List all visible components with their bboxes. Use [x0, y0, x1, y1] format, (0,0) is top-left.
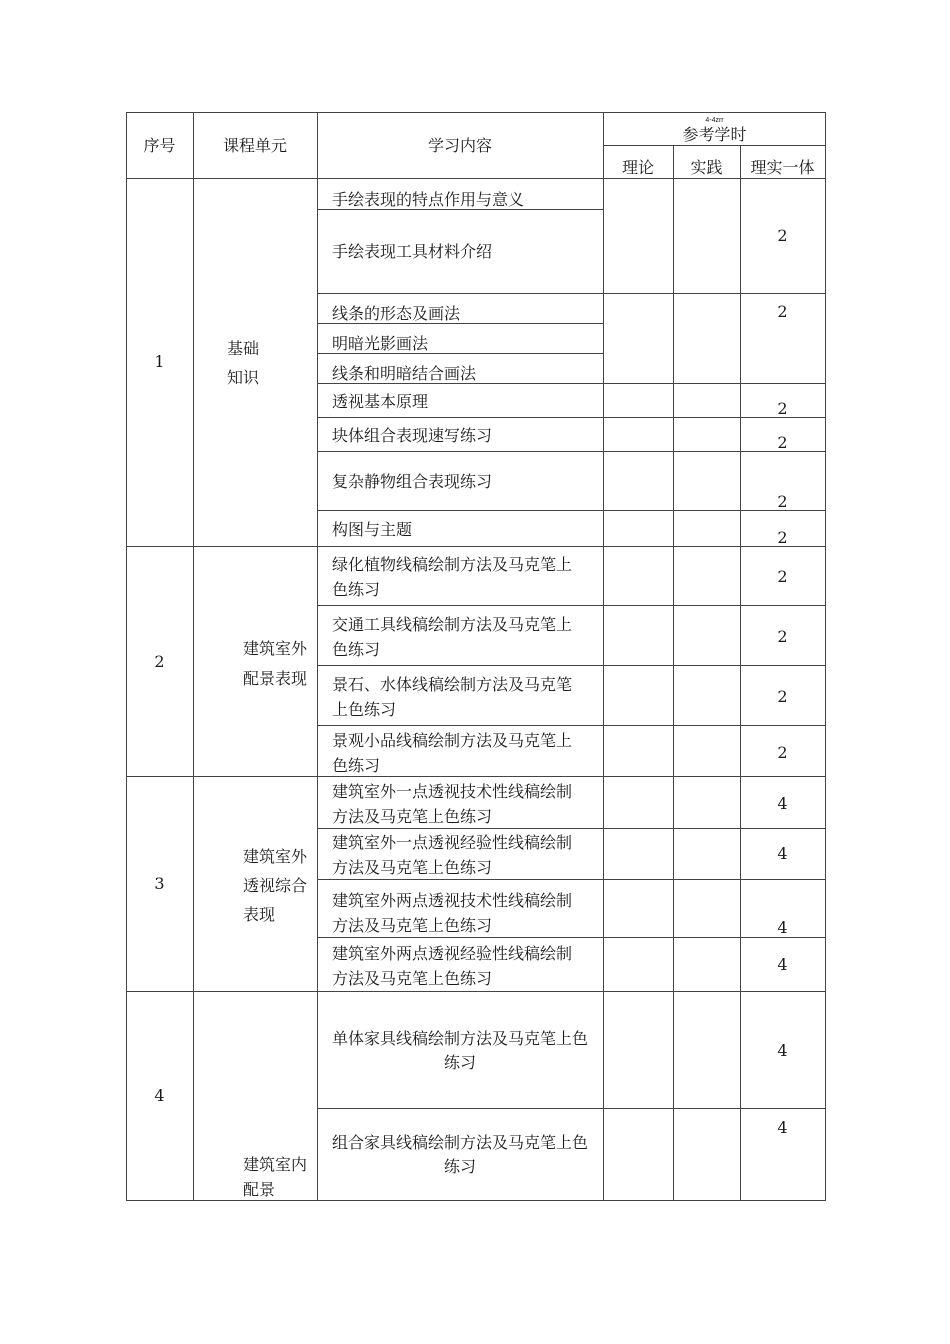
table-rule: [825, 112, 826, 1201]
header-theory: 理论: [621, 158, 654, 177]
content-cell: 绿化植物线稿绘制方法及马克笔上: [332, 555, 573, 574]
hours-cell: 2: [777, 743, 788, 762]
table-rule: [673, 145, 674, 1201]
table-rule: [603, 112, 604, 1201]
content-cell: 交通工具线稿绘制方法及马克笔上: [332, 615, 573, 634]
hours-cell: 4: [777, 1118, 788, 1137]
content-cell: 方法及马克笔上色练习: [332, 969, 493, 988]
content-cell: 方法及马克笔上色练习: [332, 858, 493, 877]
unit-name-line: 表现: [243, 905, 276, 924]
hours-cell: 4: [777, 844, 788, 863]
hours-cell: 2: [777, 528, 788, 547]
hours-cell: 2: [777, 399, 788, 418]
unit-name-line: 透视综合: [243, 876, 308, 895]
header-practice: 实践: [690, 158, 723, 177]
content-cell: 透视基本原理: [332, 392, 429, 411]
content-cell: 手绘表现工具材料介绍: [332, 242, 493, 261]
hours-cell: 4: [777, 1041, 788, 1060]
unit-name-line: 配景表现: [243, 669, 308, 688]
content-cell: 块体组合表现速写练习: [332, 426, 493, 445]
hours-cell: 2: [777, 567, 788, 586]
hours-cell: 2: [777, 226, 788, 245]
content-cell: 线条和明暗结合画法: [332, 364, 477, 383]
header-hours: 参考学时: [682, 125, 747, 144]
content-cell: 线条的形态及画法: [332, 304, 461, 323]
content-cell: 练习: [443, 1053, 476, 1072]
table-rule: [317, 1108, 826, 1109]
hours-cell: 4: [777, 794, 788, 813]
content-cell: 景观小品线稿绘制方法及马克笔上: [332, 731, 573, 750]
content-cell: 练习: [443, 1157, 476, 1176]
content-cell: 方法及马克笔上色练习: [332, 807, 493, 826]
hours-cell: 2: [777, 627, 788, 646]
unit-seq: 3: [154, 874, 165, 893]
content-cell: 色练习: [332, 640, 381, 659]
table-rule: [317, 725, 826, 726]
content-cell: 方法及马克笔上色练习: [332, 916, 493, 935]
hours-cell: 2: [777, 687, 788, 706]
unit-name-line: 建筑室外: [243, 639, 308, 658]
content-cell: 上色练习: [332, 700, 397, 719]
content-cell: 明暗光影画法: [332, 334, 429, 353]
content-cell: 手绘表现的特点作用与意义: [332, 190, 525, 209]
content-cell: 建筑室外一点透视经验性线稿绘制: [332, 833, 573, 852]
content-cell: 复杂静物组合表现练习: [332, 472, 493, 491]
content-cell: 建筑室外一点透视技术性线稿绘制: [332, 782, 573, 801]
hours-cell: 2: [777, 492, 788, 511]
unit-seq: 1: [154, 352, 165, 371]
table-rule: [317, 605, 826, 606]
content-cell: 景石、水体线稿绘制方法及马克笔: [332, 675, 573, 694]
hours-cell: 4: [777, 955, 788, 974]
content-cell: 单体家具线稿绘制方法及马克笔上色: [331, 1029, 588, 1048]
content-cell: 建筑室外两点透视经验性线稿绘制: [332, 944, 573, 963]
table-rule: [317, 665, 826, 666]
hours-cell: 2: [777, 302, 788, 321]
header-seq: 序号: [143, 136, 176, 155]
content-cell: 建筑室外两点透视技术性线稿绘制: [332, 891, 573, 910]
header-hours-note: 4-4zrr: [705, 117, 724, 124]
table-rule: [317, 293, 826, 294]
unit-name-line: 建筑室外: [243, 847, 308, 866]
content-cell: 色练习: [332, 580, 381, 599]
unit-seq: 4: [154, 1086, 165, 1105]
hours-cell: 4: [777, 918, 788, 937]
header-content: 学习内容: [427, 136, 492, 155]
unit-name-line: 配景: [243, 1180, 276, 1199]
header-integrated: 理实一体: [750, 158, 815, 177]
hours-cell: 2: [777, 433, 788, 452]
unit-name-line: 知识: [227, 368, 260, 387]
unit-name-line: 建筑室内: [243, 1155, 308, 1174]
unit-name-line: 基础: [227, 339, 260, 358]
content-cell: 色练习: [332, 756, 381, 775]
unit-seq: 2: [154, 652, 165, 671]
content-cell: 组合家具线稿绘制方法及马克笔上色: [331, 1133, 588, 1152]
table-rule: [126, 991, 826, 992]
table-rule: [126, 546, 826, 547]
header-unit: 课程单元: [222, 136, 287, 155]
table-rule: [193, 112, 194, 1201]
table-rule: [126, 776, 826, 777]
content-cell: 构图与主题: [332, 520, 413, 539]
table-rule: [126, 1200, 826, 1201]
table-rule: [126, 112, 826, 113]
